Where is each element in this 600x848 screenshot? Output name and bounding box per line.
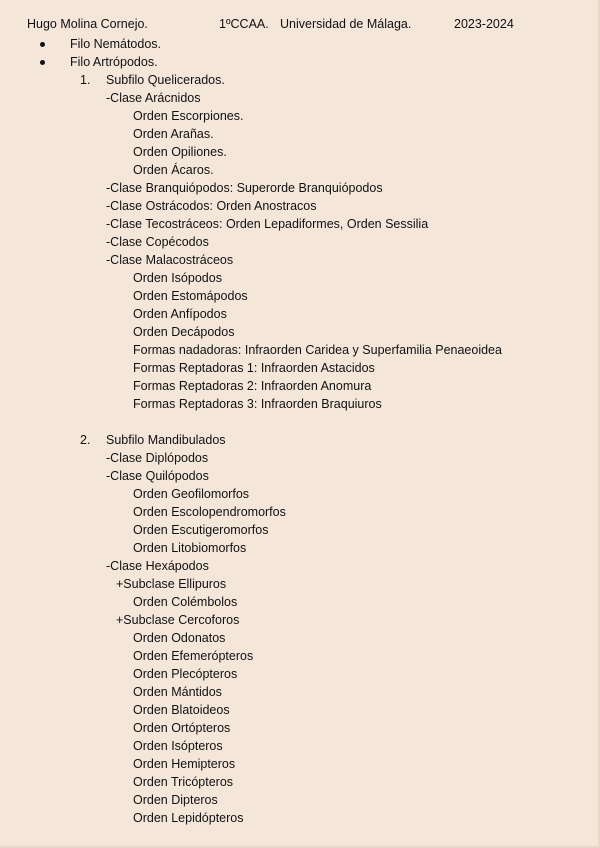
outline-line-clase: -Clase Ostrácodos: Orden Anostracos	[106, 199, 317, 213]
document-header	[0, 17, 600, 35]
header-year: 2023-2024	[454, 17, 514, 31]
outline-line-orden: Orden Escutigeromorfos	[133, 523, 269, 537]
outline-line-subclase: +Subclase Ellipuros	[116, 577, 227, 591]
outline-line-clase: -Clase Diplópodos	[106, 451, 209, 465]
outline-line-orden: Orden Opiliones.	[133, 145, 227, 159]
outline-line-orden: Orden Colémbolos	[133, 595, 238, 609]
outline-line-orden: Orden Escorpiones.	[133, 109, 244, 123]
outline-line-clase: -Clase Hexápodos	[106, 559, 209, 573]
outline-line-orden: Orden Tricópteros	[133, 775, 234, 789]
outline-line-bullet: Filo Nemátodos.	[70, 37, 162, 51]
bullet-icon	[40, 42, 45, 47]
header-course: 1ºCCAA.	[219, 17, 269, 31]
outline-line-orden: Orden Geofilomorfos	[133, 487, 250, 501]
outline-line-orden: Orden Isópodos	[133, 271, 222, 285]
outline-line-clase: -Clase Quilópodos	[106, 469, 209, 483]
outline-line-num: Subfilo Quelicerados.	[106, 73, 225, 87]
outline-line-orden: Orden Ácaros.	[133, 163, 214, 177]
outline-line-num: Subfilo Mandibulados	[106, 433, 226, 447]
outline-line-orden: Formas Reptadoras 1: Infraorden Astacidos	[133, 361, 375, 375]
outline-line-orden: Orden Odonatos	[133, 631, 226, 645]
outline-line-orden: Orden Isópteros	[133, 739, 223, 753]
outline-line-clase: -Clase Copécodos	[106, 235, 209, 249]
outline-line-orden: Orden Efemerópteros	[133, 649, 254, 663]
outline-line-clase: -Clase Branquiópodos: Superorde Branquiópodos	[106, 181, 383, 195]
outline-line-bullet: Filo Artrópodos.	[70, 55, 158, 69]
outline-line-orden: Formas Reptadoras 3: Infraorden Braquiuros	[133, 397, 382, 411]
outline-line-orden: Orden Ortópteros	[133, 721, 231, 735]
outline-line-orden: Formas Reptadoras 2: Infraorden Anomura	[133, 379, 372, 393]
list-number: 2.	[80, 433, 91, 447]
outline-line-orden: Orden Litobiomorfos	[133, 541, 247, 555]
outline-line-orden: Orden Mántidos	[133, 685, 222, 699]
bullet-icon	[40, 60, 45, 65]
outline-line-orden: Orden Decápodos	[133, 325, 235, 339]
outline-line-subclase: +Subclase Cercoforos	[116, 613, 240, 627]
outline-line-orden: Orden Hemipteros	[133, 757, 236, 771]
outline-line-orden: Orden Anfípodos	[133, 307, 227, 321]
outline-line-orden: Formas nadadoras: Infraorden Caridea y Superfamilia Penaeoidea	[133, 343, 502, 357]
outline-line-orden: Orden Blatoideos	[133, 703, 230, 717]
header-author: Hugo Molina Cornejo.	[27, 17, 148, 31]
header-university: Universidad de Málaga.	[280, 17, 412, 31]
outline-line-clase: -Clase Arácnidos	[106, 91, 201, 105]
outline-line-orden: Orden Lepidópteros	[133, 811, 244, 825]
outline-line-orden: Orden Escolopendromorfos	[133, 505, 286, 519]
outline-line-clase: -Clase Tecostráceos: Orden Lepadiformes, Orden Sessilia	[106, 217, 429, 231]
list-number: 1.	[80, 73, 91, 87]
outline-line-orden: Orden Plecópteros	[133, 667, 238, 681]
outline-line-clase: -Clase Malacostráceos	[106, 253, 234, 267]
outline-line-orden: Orden Dipteros	[133, 793, 218, 807]
outline-line-orden: Orden Estomápodos	[133, 289, 248, 303]
outline-line-orden: Orden Arañas.	[133, 127, 214, 141]
